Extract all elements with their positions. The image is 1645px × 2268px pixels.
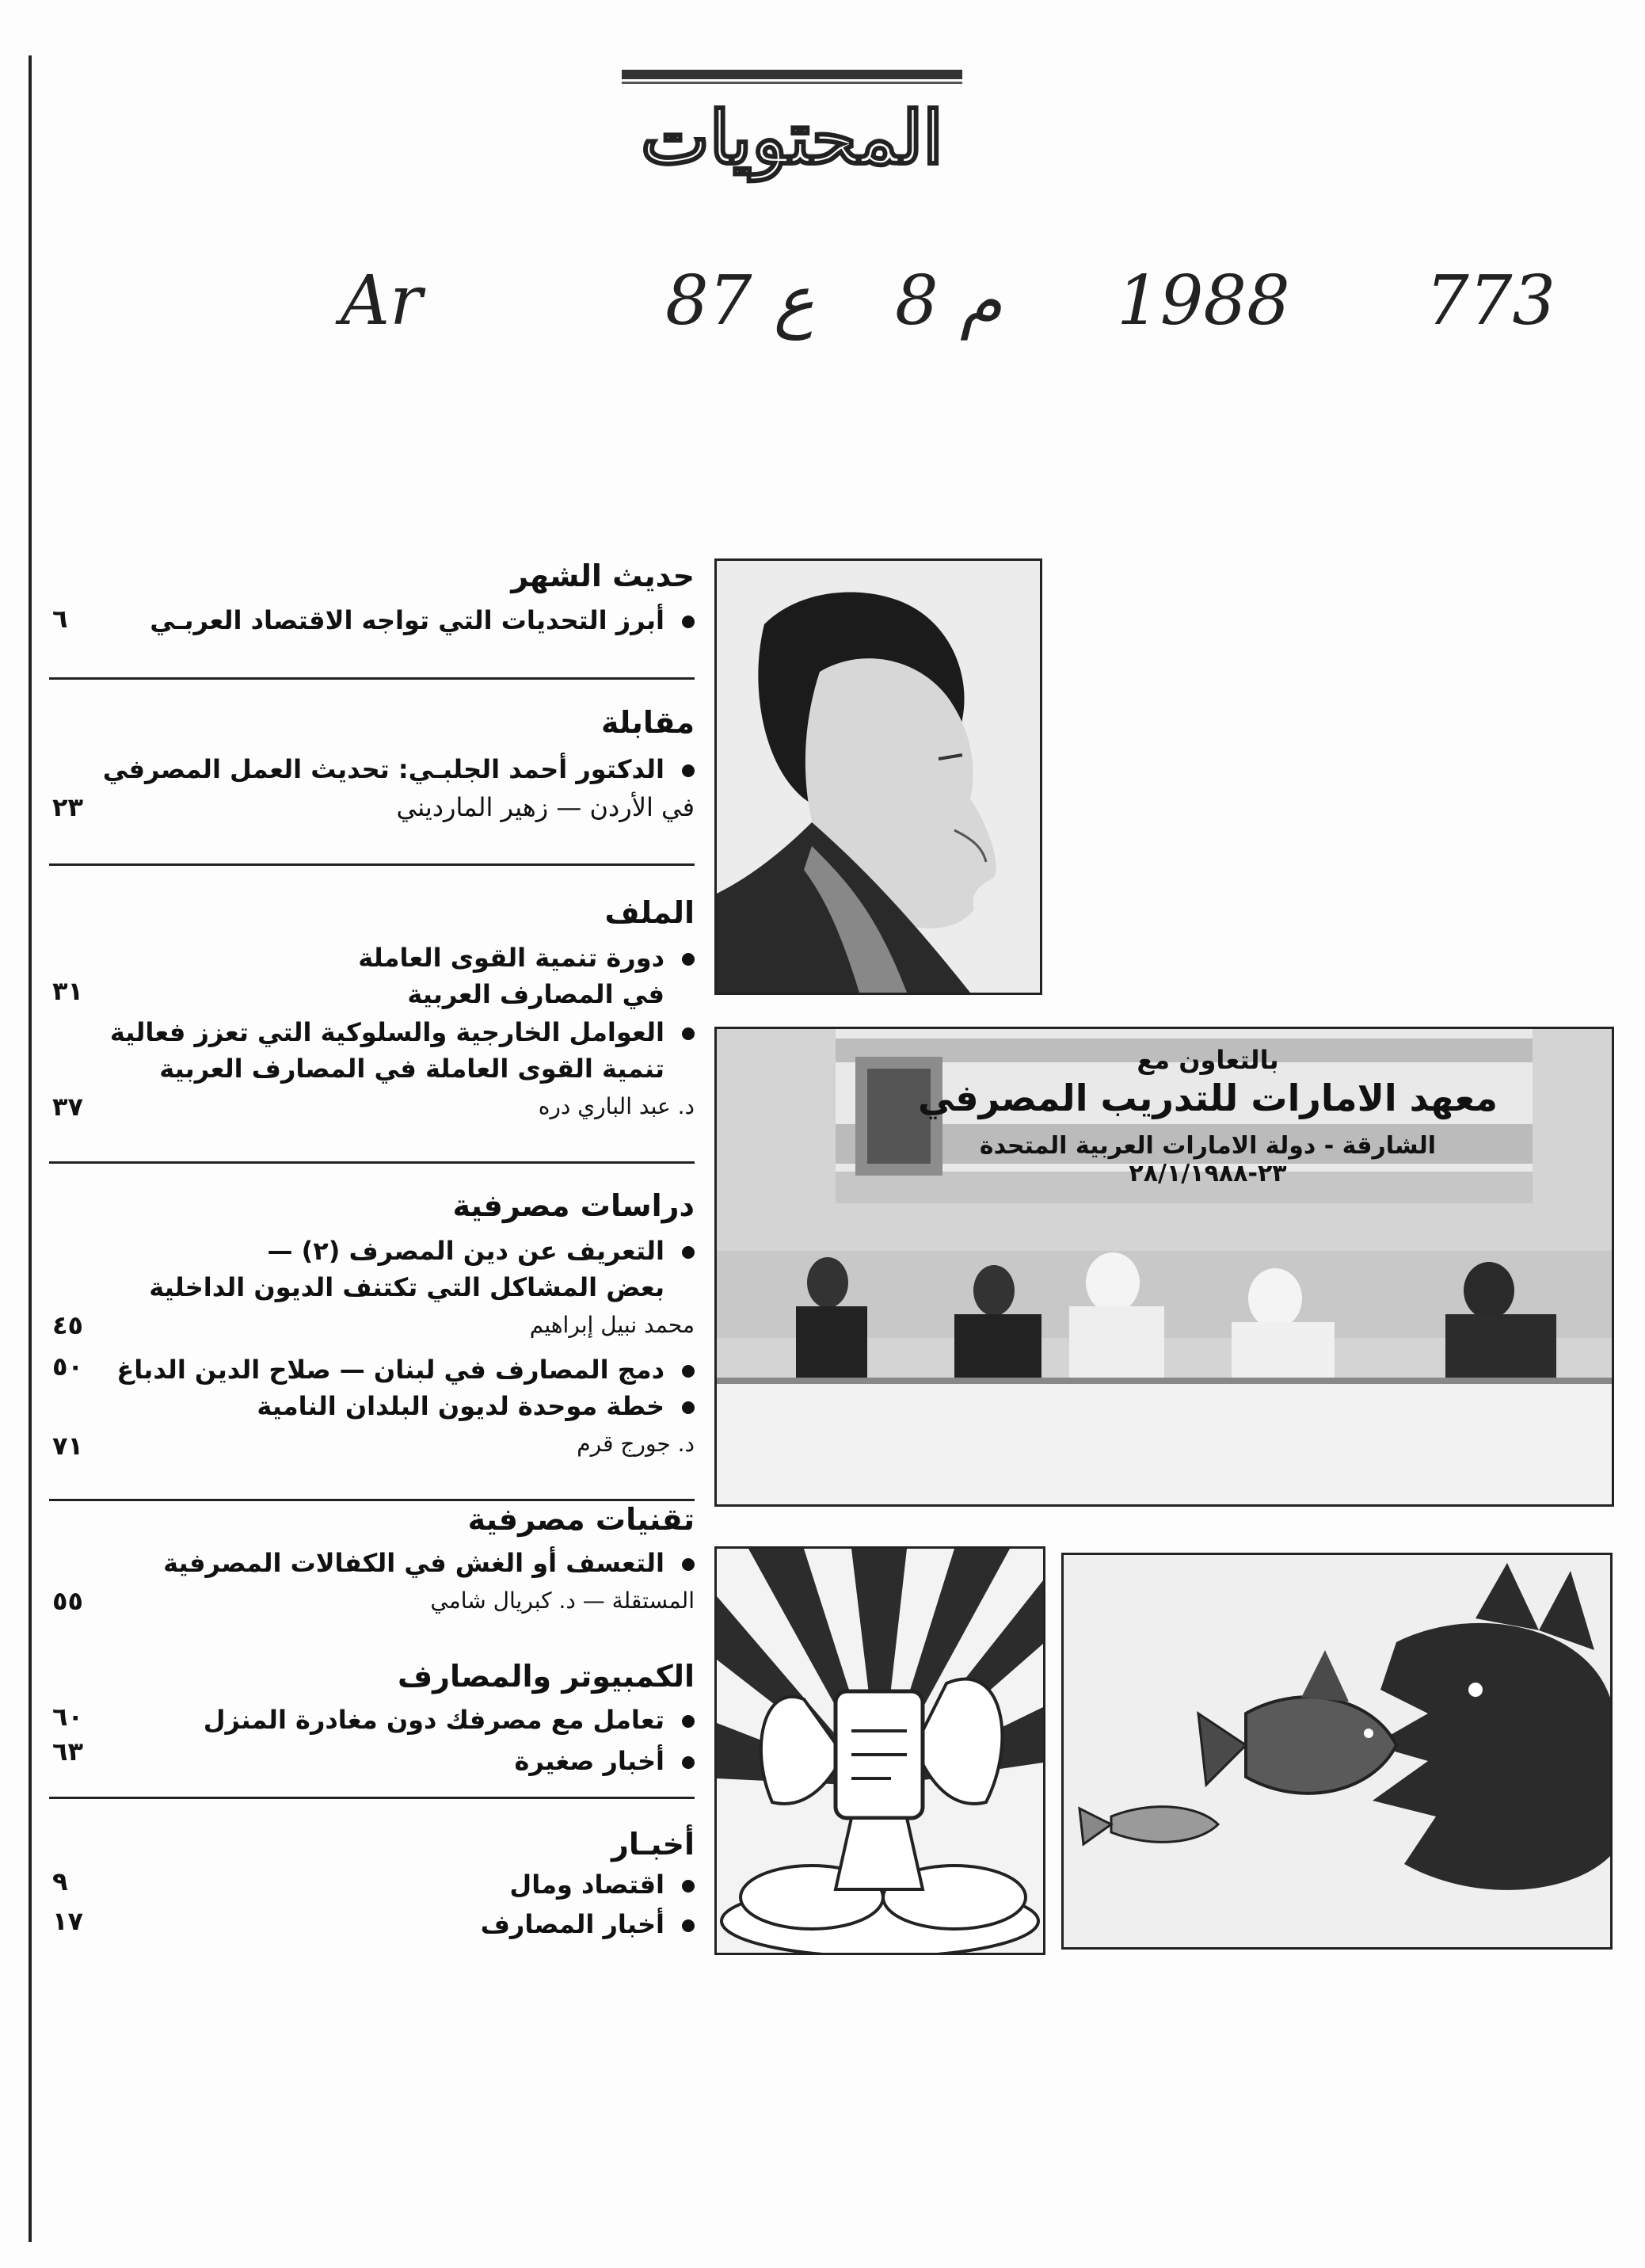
section-title: الملف — [604, 895, 695, 930]
page-number: ٦٠ — [52, 1702, 84, 1732]
toc-entry[interactable]: أبرز التحديات التي تواجه الاقتصاد العربـي — [61, 602, 695, 638]
section-divider — [49, 863, 695, 866]
page-number: ٣٧ — [52, 1092, 84, 1122]
page-number: ٤٥ — [52, 1310, 84, 1340]
handwritten-code-c: 8 م — [895, 261, 1003, 341]
toc-entry[interactable]: أخبار صغيرة — [61, 1743, 695, 1779]
bullet-icon — [682, 953, 695, 966]
toc-entry-continuation: بعض المشاكل التي تكتنف الديون الداخلية — [149, 1272, 664, 1302]
entry-author: محمد نبيل إبراهيم — [529, 1312, 695, 1338]
page-number: ٣١ — [52, 976, 84, 1006]
bullet-icon — [682, 1401, 695, 1414]
page-number: ٢٣ — [52, 792, 84, 822]
entry-author: د. عبد الباري دره — [538, 1093, 695, 1119]
page-number: ١٧ — [52, 1906, 84, 1936]
title-rule-thin — [622, 82, 962, 84]
toc-entry[interactable]: خطة موحدة لديون البلدان النامية — [61, 1388, 695, 1424]
entry-author: في الأردن — زهير المارديني — [396, 792, 695, 822]
toc-entry[interactable]: التعسف أو الغش في الكفالات المصرفية — [61, 1545, 695, 1581]
bullet-icon — [682, 1919, 695, 1932]
bullet-icon — [682, 1365, 695, 1378]
section-divider — [49, 677, 695, 680]
toc-entry[interactable]: اقتصاد ومال — [61, 1866, 695, 1903]
toc-entry[interactable]: العوامل الخارجية والسلوكية التي تعزز فعالية — [61, 1014, 695, 1050]
section-title: مقابلة — [601, 705, 695, 740]
entry-author: د. جورج قرم — [577, 1431, 695, 1457]
page-number: ٦ — [52, 604, 68, 634]
bullet-icon — [682, 1715, 695, 1728]
section-divider — [49, 1797, 695, 1799]
section-divider — [49, 1499, 695, 1501]
portrait-photo — [714, 558, 1042, 995]
conference-photo — [714, 1027, 1614, 1507]
toc-entry[interactable]: دمج المصارف في لبنان — صلاح الدين الدباغ — [61, 1351, 695, 1388]
bullet-icon — [682, 1880, 695, 1893]
toc-entry-continuation: تنمية القوى العاملة في المصارف العربية — [159, 1054, 664, 1084]
handwritten-year: 1988 — [1117, 261, 1290, 341]
toc-entry[interactable]: دورة تنمية القوى العاملة — [61, 940, 695, 976]
toc-entry-continuation: في المصارف العربية — [407, 979, 664, 1009]
banner-line-1: بالتعاون مع — [1137, 1045, 1279, 1075]
cartoon-winged-document — [714, 1546, 1045, 1955]
toc-entry[interactable]: أخبار المصارف — [61, 1906, 695, 1942]
section-title: أخبـار — [611, 1827, 695, 1862]
bullet-icon — [682, 1756, 695, 1769]
bullet-icon — [682, 1027, 695, 1040]
toc-entry[interactable]: التعريف عن دين المصرف (٢) — — [61, 1233, 695, 1269]
section-title: حديث الشهر — [511, 558, 695, 593]
banner-line-2: معهد الامارات للتدريب المصرفي — [917, 1077, 1498, 1119]
toc-entry[interactable]: تعامل مع مصرفك دون مغادرة المنزل — [61, 1702, 695, 1738]
page-number: ٥٥ — [52, 1586, 84, 1616]
bullet-icon — [682, 764, 695, 777]
banner-line-3: الشارقة - دولة الامارات العربية المتحدة ٢٣-٢٨/١/١٩٨٨ — [979, 1132, 1437, 1187]
section-title: الكمبيوتر والمصارف — [398, 1659, 695, 1694]
section-title: دراسات مصرفية — [452, 1188, 695, 1223]
page-number: ٧١ — [52, 1431, 84, 1461]
cartoon-fish-chain — [1061, 1553, 1613, 1950]
toc-entry[interactable]: الدكتور أحمد الجلبـي: تحديث العمل المصرفي — [61, 751, 695, 787]
section-divider — [49, 1161, 695, 1164]
page-left-rule — [29, 55, 32, 2242]
bullet-icon — [682, 1558, 695, 1571]
winged-document-illustration — [717, 1549, 1043, 1953]
page-title: المحتويات — [641, 95, 943, 181]
page-number: ٦٣ — [52, 1736, 84, 1767]
fish-chain-illustration — [1064, 1555, 1610, 1947]
handwritten-code-a: Ar — [341, 261, 423, 341]
bullet-icon — [682, 1246, 695, 1259]
handwritten-code-d: 773 — [1426, 261, 1556, 341]
page-number: ٩ — [52, 1866, 68, 1896]
portrait-illustration — [717, 561, 1040, 993]
bullet-icon — [682, 616, 695, 628]
entry-author: المستقلة — د. كبريال شامي — [430, 1588, 695, 1614]
section-title: تقنيات مصرفية — [467, 1502, 695, 1537]
page-number: ٥٠ — [52, 1351, 84, 1382]
handwritten-code-b: 87 ع — [665, 261, 815, 341]
title-rule — [622, 70, 962, 79]
